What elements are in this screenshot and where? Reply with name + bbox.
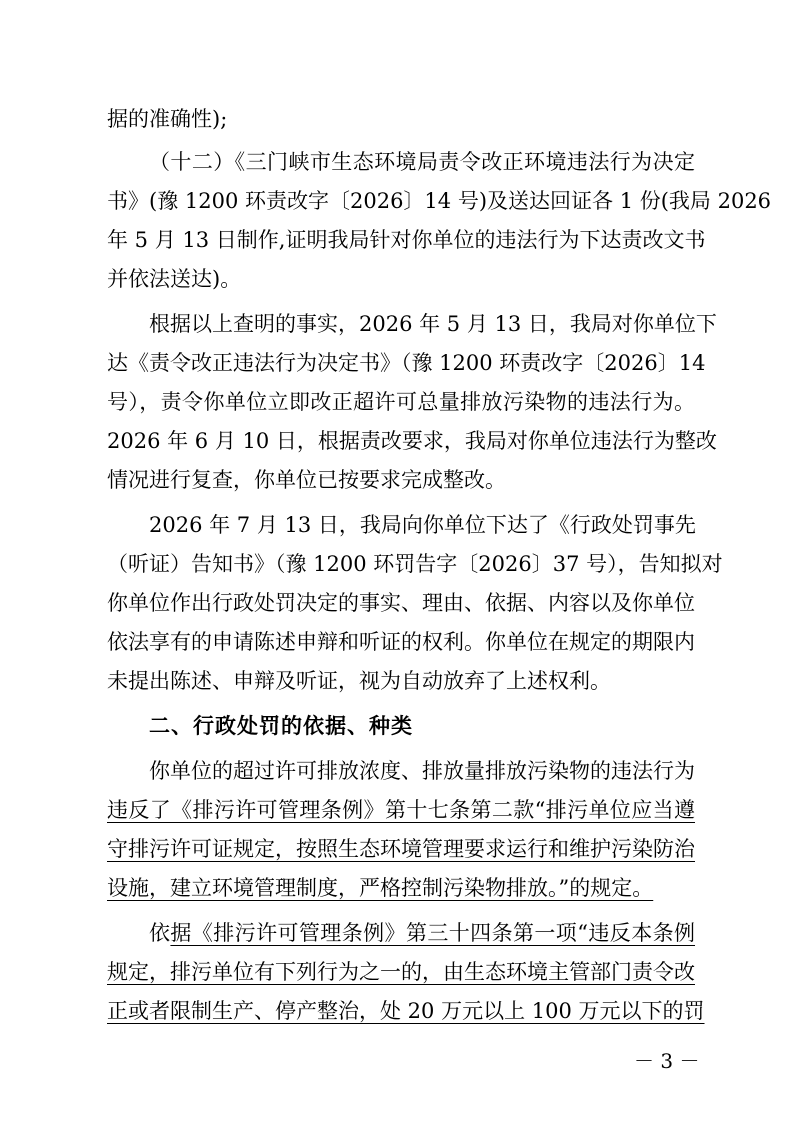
paragraph-line: 2026 年 6 月 10 日，根据责改要求，我局对你单位违法行为整改 (107, 429, 717, 453)
paragraph-line: 未提出陈述、申辩及听证，视为自动放弃了上述权利。 (107, 669, 611, 693)
underlined-text: 违反了《排污许可管理条例》第十七条第二款“排污单位应当遵 (107, 798, 695, 822)
paragraph-line: （十二）《三门峡市生态环境局责令改正环境违法行为决定 (149, 150, 695, 174)
underlined-text: 据《排污许可管理条例》第三十四条第一项“违反本条例 (170, 921, 696, 945)
plain-text: 依 (149, 921, 171, 945)
paragraph-line (149, 921, 695, 947)
paragraph-line (107, 876, 695, 902)
paragraph-line: 并依法送达)。 (107, 267, 242, 291)
paragraph-line: 据的准确性); (107, 107, 228, 131)
paragraph-line (107, 798, 695, 824)
paragraph-line: 达《责令改正违法行为决定书》（豫 1200 环责改字〔2026〕14 (107, 351, 706, 375)
paragraph-line (107, 960, 695, 986)
paragraph-line: 你单位作出行政处罚决定的事实、理由、依据、内容以及你单位 (107, 591, 695, 615)
underlined-text: 规定，排污单位有下列行为之一的，由生态环境主管部门责令改 (107, 960, 695, 984)
paragraph-line (107, 837, 695, 863)
paragraph-line: 依法享有的申请陈述申辩和听证的权利。你单位在规定的期限内 (107, 630, 695, 654)
paragraph-line: （听证）告知书》（豫 1200 环罚告字〔2026〕37 号），告知拟对 (107, 552, 723, 576)
paragraph-line (107, 999, 705, 1025)
underlined-text: 正或者限制生产、停产整治，处 20 万元以上 100 万元以下的罚 (107, 999, 705, 1023)
page-number: － 3 － (634, 1049, 700, 1073)
paragraph-line: 你单位的超过许可排放浓度、排放量排放污染物的违法行为 (149, 759, 695, 783)
underlined-text: 设施，建立环境管理制度，严格控制污染物排放。”的规定。 (107, 876, 654, 900)
paragraph-line: 年 5 月 13 日制作,证明我局针对你单位的违法行为下达责改文书 (107, 228, 706, 252)
paragraph-line: 书》(豫 1200 环责改字〔2026〕14 号)及送达回证各 1 份(我局 2026 (107, 189, 772, 213)
paragraph-line: 号），责令你单位立即改正超许可总量排放污染物的违法行为。 (107, 390, 695, 414)
paragraph-line: 2026 年 7 月 13 日，我局向你单位下达了《行政处罚事先 (149, 513, 696, 537)
paragraph-line: 情况进行复查，你单位已按要求完成整改。 (107, 468, 506, 492)
paragraph-line: 根据以上查明的事实，2026 年 5 月 13 日，我局对你单位下 (149, 312, 717, 336)
underlined-text: 守排污许可证规定，按照生态环境管理要求运行和维护污染防治 (107, 837, 695, 861)
section-heading: 二、行政处罚的依据、种类 (149, 714, 413, 738)
